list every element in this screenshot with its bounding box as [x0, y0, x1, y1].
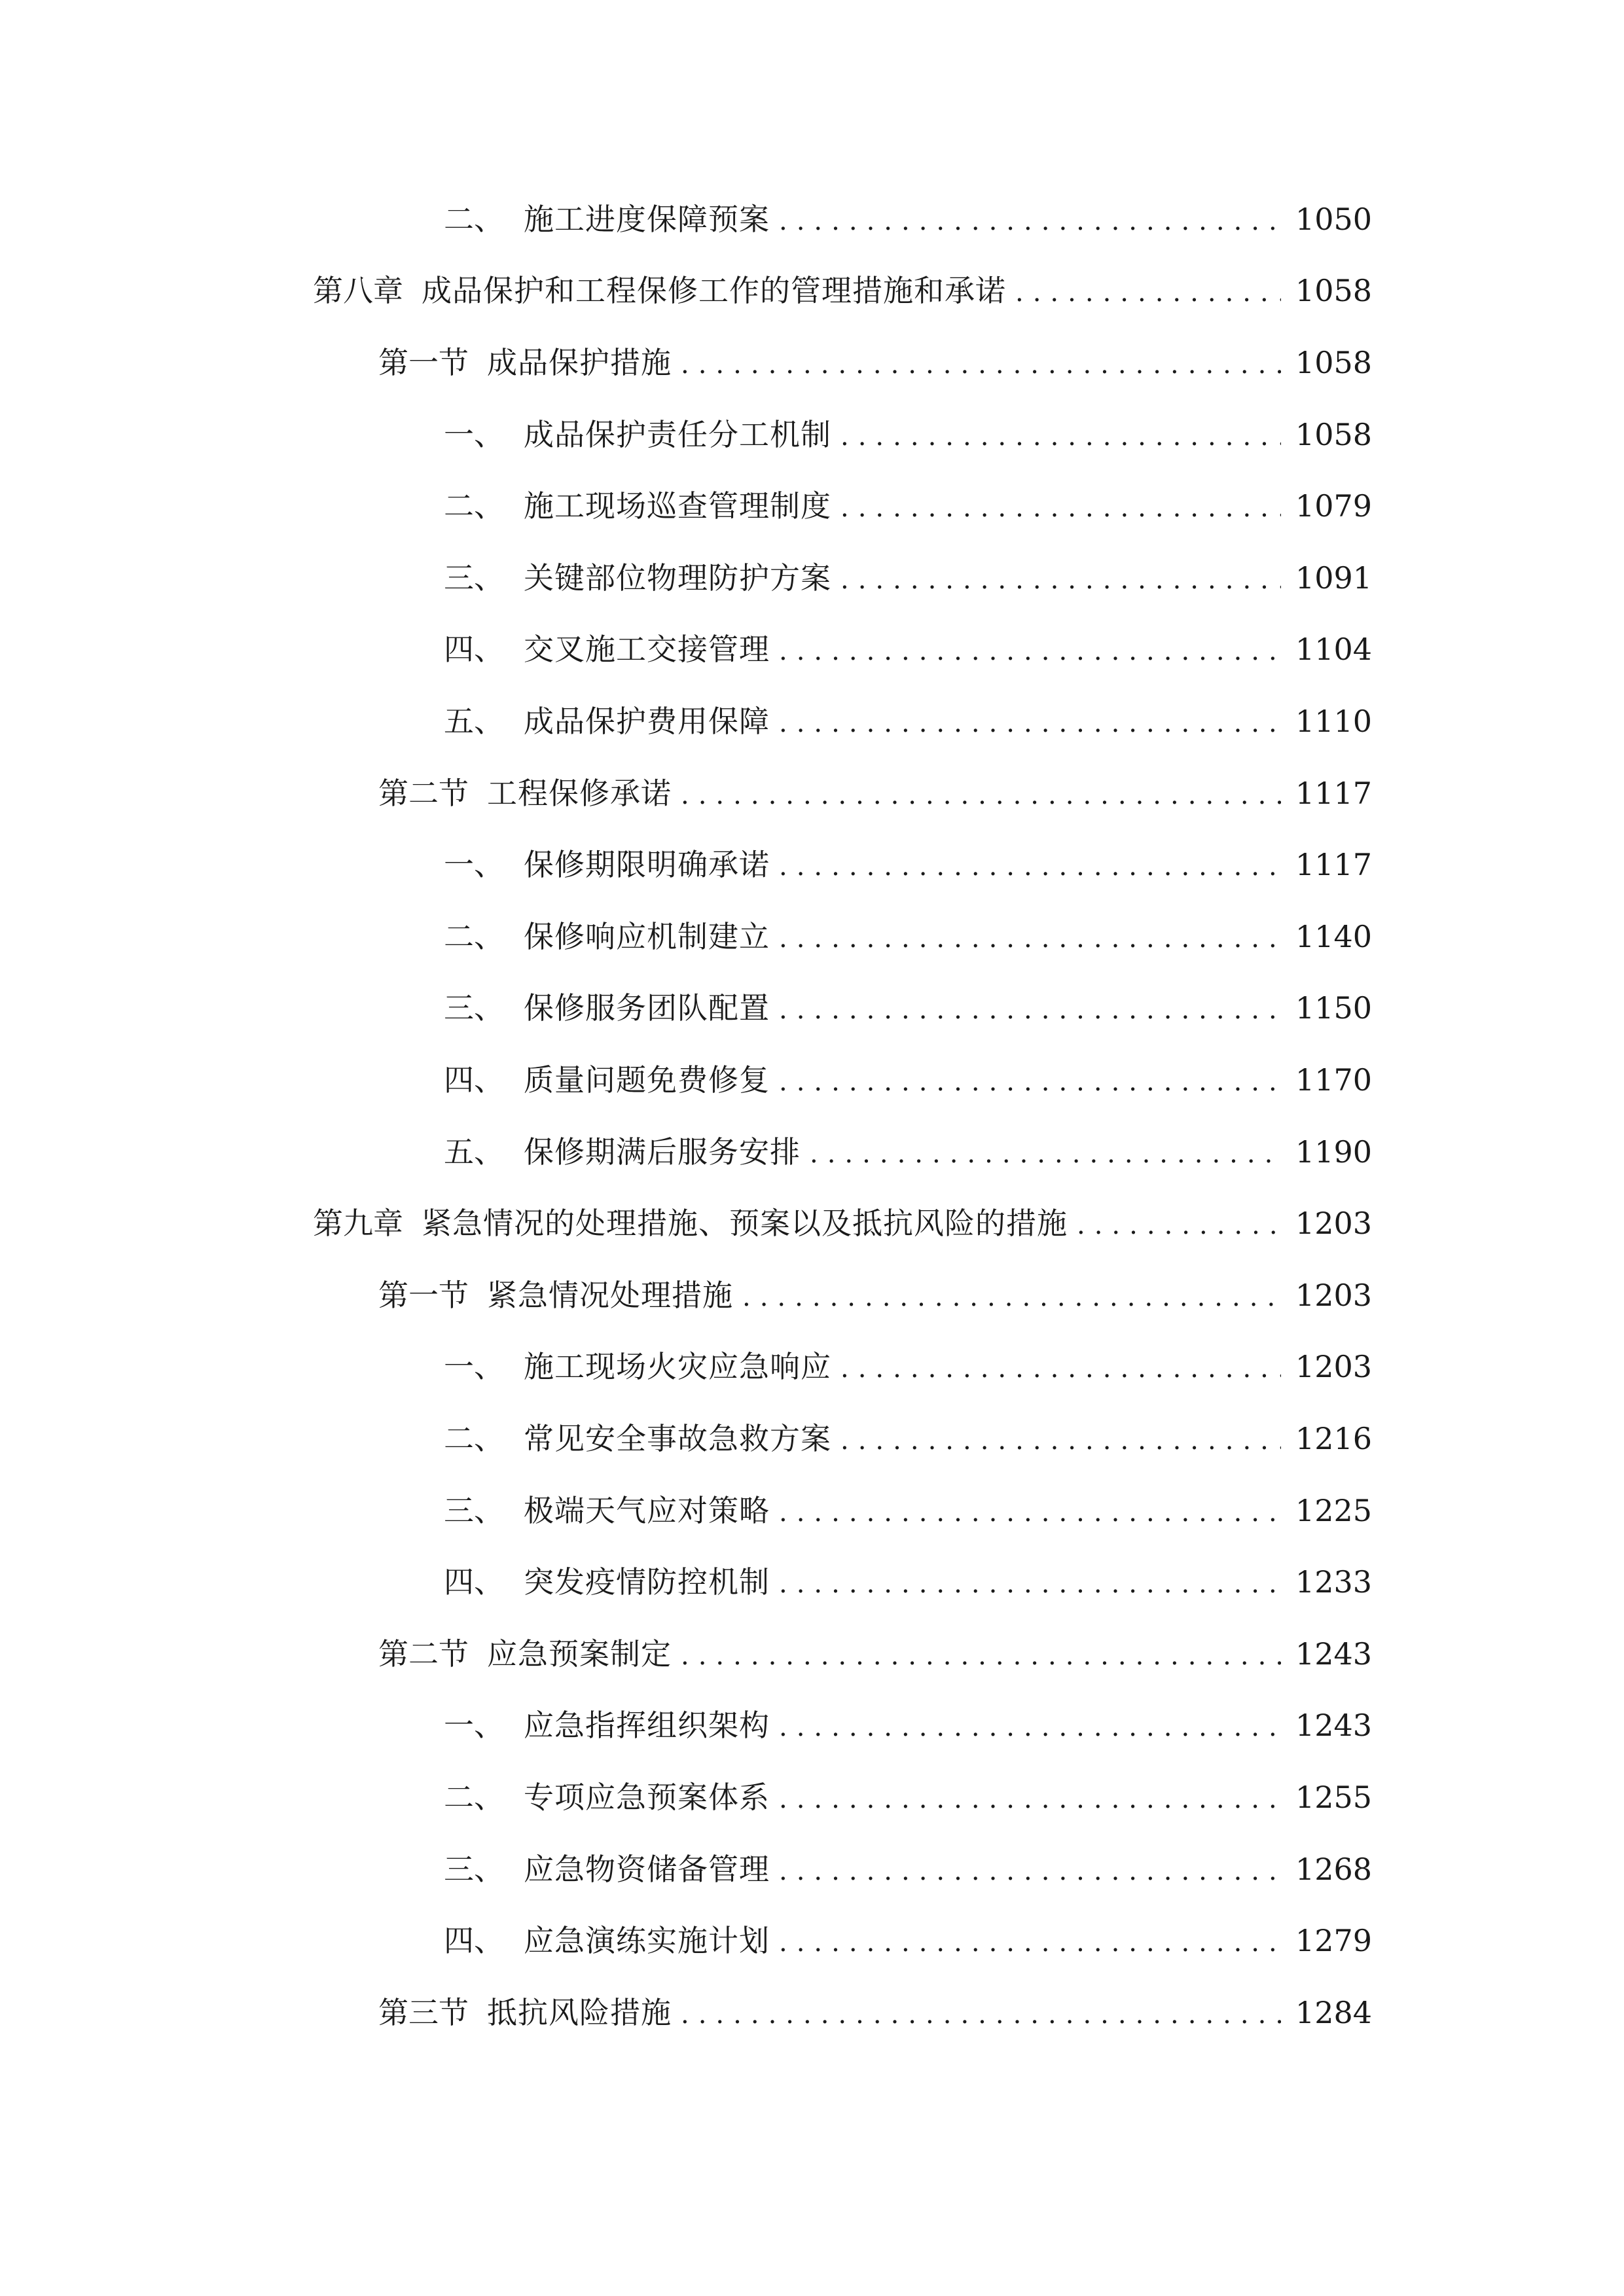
entry-page-number: 1140 — [1295, 919, 1372, 954]
entry-title: 紧急情况处理措施 — [487, 1278, 733, 1313]
toc-entry[interactable] — [378, 1986, 1372, 2039]
dot-leader — [779, 840, 1281, 893]
toc-entry[interactable] — [444, 1054, 1372, 1106]
entry-page-number: 1058 — [1295, 417, 1372, 452]
entry-number: 三、 — [444, 1493, 504, 1528]
dot-leader — [681, 1988, 1281, 2041]
toc-entry[interactable] — [378, 336, 1372, 389]
entry-title: 成品保护和工程保修工作的管理措施和承诺 — [422, 273, 1006, 308]
entry-number: 四、 — [444, 1062, 504, 1098]
dot-leader — [1077, 1199, 1281, 1251]
toc-entry[interactable] — [444, 623, 1372, 675]
dot-leader — [779, 1845, 1281, 1897]
entry-page-number: 1190 — [1295, 1134, 1372, 1170]
entry-number: 二、 — [444, 919, 504, 954]
dot-leader — [840, 1414, 1281, 1467]
entry-number: 二、 — [444, 202, 504, 237]
dot-leader — [779, 1701, 1281, 1753]
entry-page-number: 1203 — [1295, 1278, 1372, 1313]
entry-page-number: 1079 — [1295, 488, 1372, 524]
toc-entry[interactable] — [444, 1556, 1372, 1608]
dot-leader — [779, 1056, 1281, 1108]
dot-leader — [681, 1630, 1281, 1682]
entry-number: 一、 — [444, 1708, 504, 1743]
dot-leader — [840, 410, 1281, 463]
entry-number: 五、 — [444, 704, 504, 739]
entry-page-number: 1117 — [1295, 847, 1372, 882]
entry-page-number: 1091 — [1295, 560, 1372, 596]
entry-page-number: 1058 — [1295, 345, 1372, 380]
dot-leader — [779, 912, 1281, 965]
dot-leader — [810, 1128, 1281, 1180]
toc-entry[interactable] — [444, 695, 1372, 747]
toc-entry[interactable] — [444, 910, 1372, 963]
entry-number: 四、 — [444, 632, 504, 667]
entry-page-number: 1233 — [1295, 1564, 1372, 1600]
entry-title: 关键部位物理防护方案 — [524, 560, 831, 596]
entry-title: 施工进度保障预案 — [524, 202, 770, 237]
entry-title: 施工现场巡查管理制度 — [524, 488, 831, 524]
entry-title: 保修期限明确承诺 — [524, 847, 770, 882]
entry-title: 极端天气应对策略 — [524, 1493, 770, 1528]
entry-page-number: 1268 — [1295, 1852, 1372, 1887]
toc-entry[interactable] — [444, 1412, 1372, 1465]
entry-number: 第二节 — [378, 1636, 469, 1672]
dot-leader — [840, 1342, 1281, 1395]
entry-page-number: 1203 — [1295, 1349, 1372, 1384]
dot-leader — [779, 1773, 1281, 1825]
toc-entry[interactable] — [378, 1269, 1372, 1321]
entry-title: 保修响应机制建立 — [524, 919, 770, 954]
toc-entry[interactable] — [444, 480, 1372, 532]
entry-page-number: 1203 — [1295, 1206, 1372, 1241]
toc-entry[interactable] — [444, 982, 1372, 1034]
entry-title: 施工现场火灾应急响应 — [524, 1349, 831, 1384]
toc-entry[interactable] — [444, 408, 1372, 461]
entry-title: 紧急情况的处理措施、预案以及抵抗风险的措施 — [422, 1206, 1068, 1241]
toc-entry[interactable] — [444, 193, 1372, 245]
entry-number: 二、 — [444, 1421, 504, 1456]
toc-entry[interactable] — [378, 1628, 1372, 1680]
toc-entry[interactable] — [444, 1340, 1372, 1393]
dot-leader — [779, 1558, 1281, 1610]
toc-entry[interactable] — [444, 838, 1372, 891]
entry-title: 常见安全事故急救方案 — [524, 1421, 831, 1456]
entry-number: 二、 — [444, 488, 504, 524]
toc-entry[interactable] — [313, 1197, 1372, 1249]
entry-title: 保修服务团队配置 — [524, 990, 770, 1026]
dot-leader — [779, 195, 1281, 247]
dot-leader — [742, 1271, 1281, 1323]
entry-page-number: 1243 — [1295, 1708, 1372, 1743]
dot-leader — [840, 482, 1281, 534]
dot-leader — [840, 554, 1281, 606]
dot-leader — [681, 769, 1281, 821]
entry-title: 应急指挥组织架构 — [524, 1708, 770, 1743]
entry-page-number: 1255 — [1295, 1780, 1372, 1815]
entry-title: 工程保修承诺 — [487, 776, 672, 811]
entry-title: 应急物资储备管理 — [524, 1852, 770, 1887]
entry-title: 质量问题免费修复 — [524, 1062, 770, 1098]
entry-number: 一、 — [444, 1349, 504, 1384]
entry-page-number: 1279 — [1295, 1923, 1372, 1958]
dot-leader — [779, 1916, 1281, 1969]
entry-page-number: 1284 — [1295, 1995, 1372, 2030]
entry-page-number: 1150 — [1295, 990, 1372, 1026]
entry-number: 三、 — [444, 990, 504, 1026]
entry-number: 第九章 — [313, 1206, 403, 1241]
entry-page-number: 1216 — [1295, 1421, 1372, 1456]
entry-page-number: 1050 — [1295, 202, 1372, 237]
entry-title: 交叉施工交接管理 — [524, 632, 770, 667]
dot-leader — [779, 697, 1281, 749]
entry-title: 成品保护措施 — [487, 345, 672, 380]
entry-number: 第三节 — [378, 1995, 469, 2030]
entry-number: 四、 — [444, 1564, 504, 1600]
entry-title: 应急演练实施计划 — [524, 1923, 770, 1958]
entry-number: 一、 — [444, 417, 504, 452]
entry-title: 应急预案制定 — [487, 1636, 672, 1672]
entry-page-number: 1104 — [1295, 632, 1372, 667]
toc-entry[interactable] — [444, 1126, 1372, 1178]
entry-number: 五、 — [444, 1134, 504, 1170]
entry-title: 成品保护责任分工机制 — [524, 417, 831, 452]
toc-entry[interactable] — [444, 1699, 1372, 1751]
entry-title: 抵抗风险措施 — [487, 1995, 672, 2030]
entry-number: 第八章 — [313, 273, 403, 308]
dot-leader — [779, 625, 1281, 677]
entry-page-number: 1243 — [1295, 1636, 1372, 1672]
dot-leader — [779, 984, 1281, 1036]
entry-title: 保修期满后服务安排 — [524, 1134, 801, 1170]
toc-entry[interactable] — [378, 767, 1372, 819]
entry-page-number: 1117 — [1295, 776, 1372, 811]
dot-leader — [779, 1486, 1281, 1539]
toc-entry[interactable] — [313, 264, 1372, 317]
toc-entry[interactable] — [444, 1484, 1372, 1537]
toc-entry[interactable] — [444, 1771, 1372, 1823]
entry-number: 三、 — [444, 1852, 504, 1887]
entry-page-number: 1170 — [1295, 1062, 1372, 1098]
entry-page-number: 1110 — [1295, 704, 1372, 739]
entry-number: 第一节 — [378, 345, 469, 380]
entry-title: 突发疫情防控机制 — [524, 1564, 770, 1600]
dot-leader — [681, 338, 1281, 391]
entry-number: 四、 — [444, 1923, 504, 1958]
entry-page-number: 1225 — [1295, 1493, 1372, 1528]
entry-page-number: 1058 — [1295, 273, 1372, 308]
toc-entry[interactable] — [444, 1843, 1372, 1895]
toc-entry[interactable] — [444, 1914, 1372, 1967]
entry-number: 二、 — [444, 1780, 504, 1815]
entry-number: 第一节 — [378, 1278, 469, 1313]
entry-number: 一、 — [444, 847, 504, 882]
toc-entry[interactable] — [444, 552, 1372, 604]
entry-title: 成品保护费用保障 — [524, 704, 770, 739]
entry-number: 第二节 — [378, 776, 469, 811]
dot-leader — [1015, 266, 1281, 319]
entry-number: 三、 — [444, 560, 504, 596]
entry-title: 专项应急预案体系 — [524, 1780, 770, 1815]
